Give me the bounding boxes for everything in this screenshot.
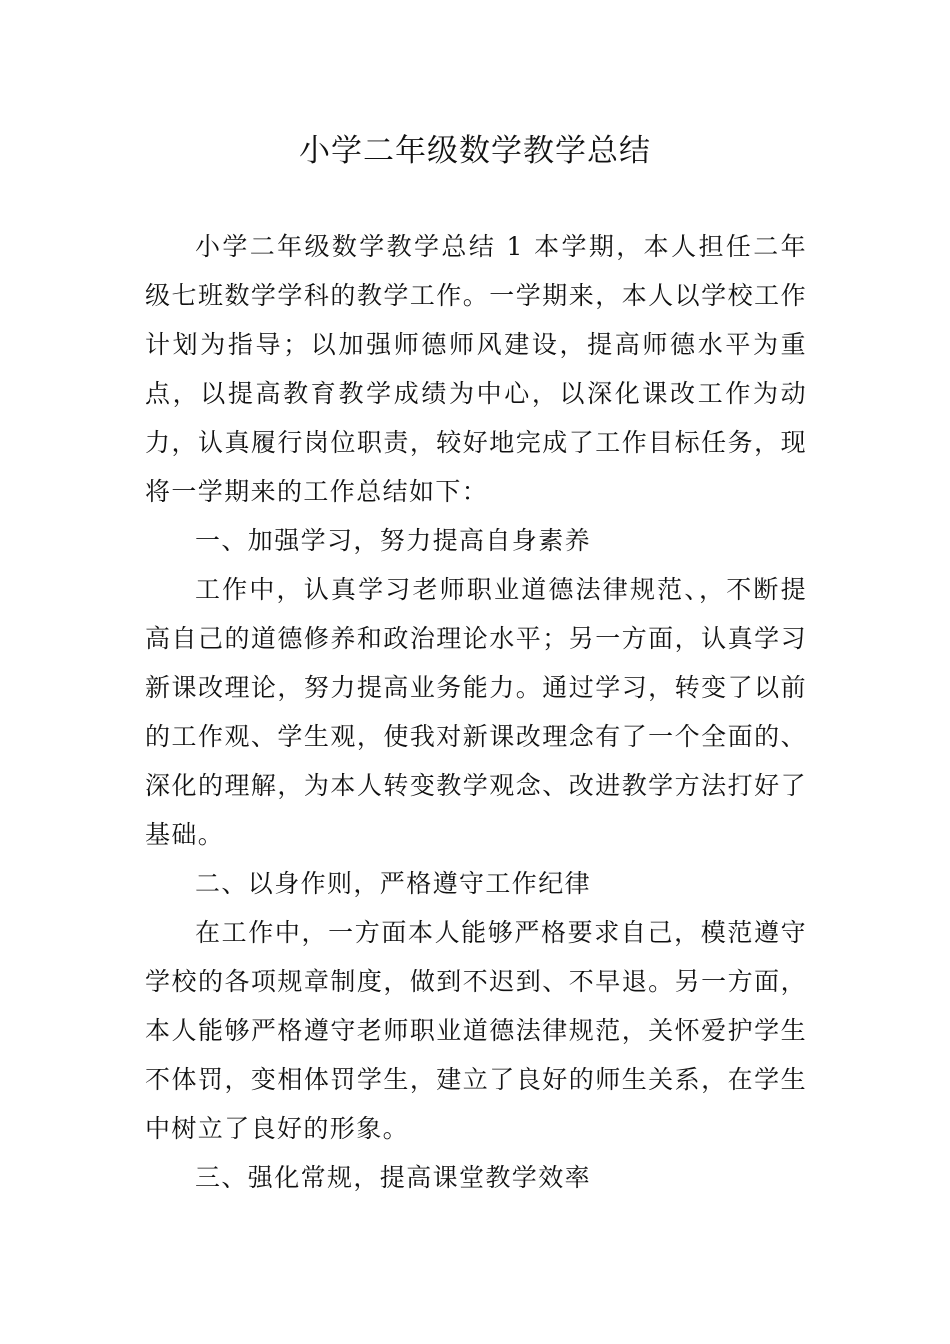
section-heading-3: 三、强化常规，提高课堂教学效率 <box>195 1163 592 1192</box>
document-title: 小学二年级数学教学总结 <box>299 133 651 169</box>
paragraph-section-1: 工作中，认真学习老师职业道德法律规范、，不断提高自己的道德修养和政治理论水平；另一方面，认真学习新课改理论，努力提高业务能力。通过学习，转变了以前的工作观、学生观，使我对新课改理念有了一个全面的、深化的理解，为本人转变教学观念、改进教学方法打好了基础。 <box>145 575 807 849</box>
paragraph-section-2: 在工作中，一方面本人能够严格要求自己，模范遵守学校的各项规章制度，做到不迟到、不早退。另一方面，本人能够严格遵守老师职业道德法律规范，关怀爱护学生不体罚，变相体罚学生，建立了良好的师生关系，在学生中树立了良好的形象。 <box>145 918 807 1143</box>
document-body <box>145 222 807 1202</box>
section-heading-2: 二、以身作则，严格遵守工作纪律 <box>195 869 592 898</box>
paragraph-intro: 小学二年级数学教学总结 1 本学期，本人担任二年级七班数学学科的教学工作。一学期来，本人以学校工作计划为指导；以加强师德师风建设，提高师德水平为重点，以提高教育教学成绩为中心，以深化课改工作为动力，认真履行岗位职责，较好地完成了工作目标任务，现将一学期来的工作总结如下： <box>145 232 807 506</box>
section-heading-1: 一、加强学习，努力提高自身素养 <box>195 526 592 555</box>
